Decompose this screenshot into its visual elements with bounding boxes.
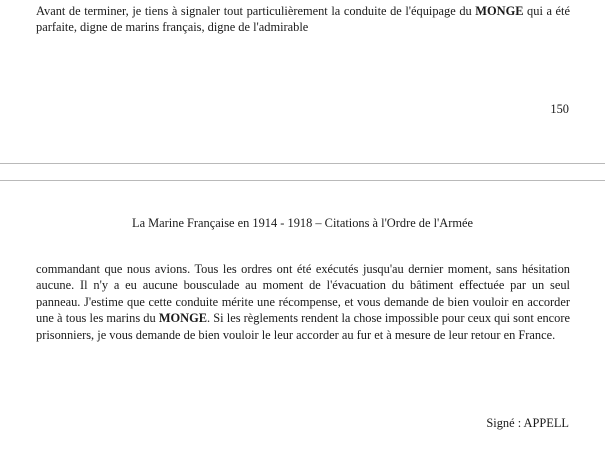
running-header: La Marine Française en 1914 - 1918 – Citations à l'Ordre de l'Armée	[132, 216, 473, 230]
paragraph-text: Avant de terminer, je tiens à signaler tout particulièrement la conduite de l'équipage du	[36, 4, 476, 18]
paragraph-text: commandant que nous avions. Tous les ordres ont été exécutés jusqu'au dernier moment, sans hésitation aucune. Il n'y a eu aucune bousculade au moment de l'évacuation du bâtiment effectuée par un seul panneau. J'estime que cette conduite mérite une récompense, et vous demande de bien vouloir en accorder une à tous les marins du	[36, 262, 570, 326]
paragraph-text: qui a été parfaite, digne de marins français, digne de l'admirable	[36, 4, 570, 35]
ship-name: MONGE	[475, 4, 524, 18]
signature: Signé : APPELL	[486, 416, 569, 430]
page-divider-bottom	[0, 163, 605, 164]
body-paragraph-bottom	[36, 261, 570, 343]
page-number: 150	[550, 102, 569, 116]
body-paragraph-top	[36, 3, 570, 36]
ship-name: MONGE	[158, 311, 208, 326]
paragraph-text: . Si les règlements rendent la chose impossible pour ceux qui sont encore prisonniers, je vous demande de bien vouloir le leur accorder au fur et à mesure de leur retour en France.	[36, 311, 570, 342]
page-divider-top	[0, 180, 605, 181]
